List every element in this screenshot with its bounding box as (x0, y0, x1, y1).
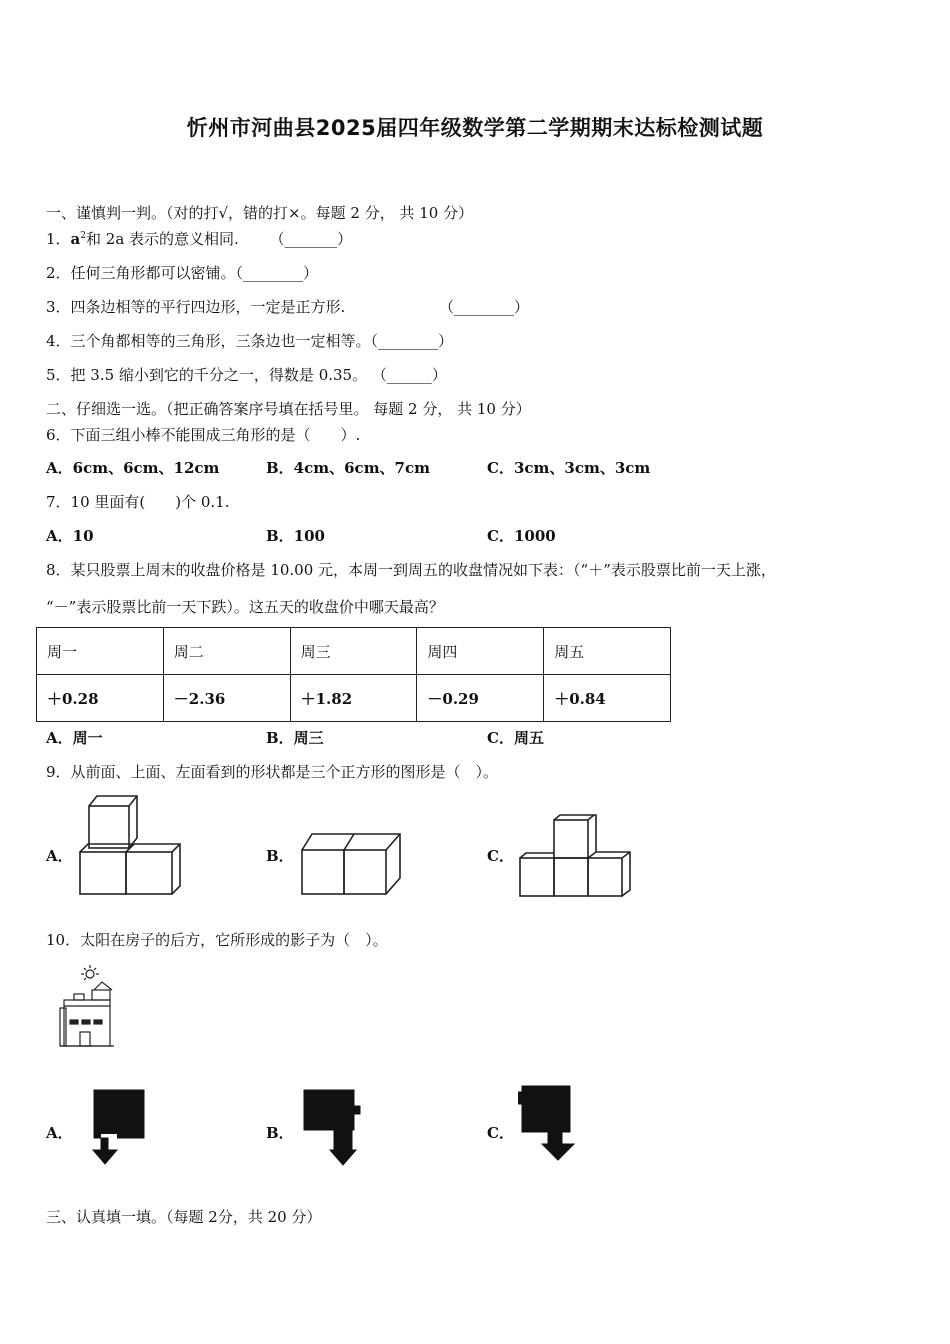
table-header-row (37, 628, 671, 675)
q8-option-c[interactable]: C．周五 (487, 729, 544, 747)
q6-option-b[interactable]: B．4cm、6cm、7cm (266, 459, 431, 477)
q1-prefix: 1． (46, 230, 71, 248)
q7-option-a[interactable]: A．10 (46, 527, 94, 545)
question-8-line-1: 8．某只股票上周末的收盘价格是 10.00 元，本周一到周五的收盘情况如下表：（“＋”表示股票比前一天上涨， (46, 561, 776, 579)
table-cell: ＋0.28 (37, 675, 164, 722)
q6-option-c[interactable]: C．3cm、3cm、3cm (487, 459, 651, 477)
table-header-cell: 周五 (544, 628, 671, 675)
q10-option-b[interactable]: B． (266, 1124, 294, 1142)
question-4: 4．三个角都相等的三角形，三条边也一定相等。（________） (46, 332, 454, 350)
q10-option-c[interactable]: C． (487, 1124, 514, 1142)
q1-text: 和 2a 表示的意义相同. (86, 230, 239, 248)
q1-var: a (70, 230, 81, 248)
table-cell: －2.36 (163, 675, 290, 722)
shadow-figure-c (518, 1084, 582, 1164)
table-cell: ＋0.84 (544, 675, 671, 722)
house-with-sun-figure (56, 964, 118, 1050)
table-header-cell: 周四 (417, 628, 544, 675)
q3-text: 3．四条边相等的平行四边形，一定是正方形. (46, 298, 346, 316)
question-9: 9．从前面、上面、左面看到的形状都是三个正方形的图形是（ ）。 (46, 763, 499, 781)
q7-option-b[interactable]: B．100 (266, 527, 325, 545)
question-7: 7．10 里面有( )个 0.1. (46, 493, 230, 511)
table-cell: －0.29 (417, 675, 544, 722)
q9-option-c[interactable]: C． (487, 847, 514, 865)
q1-exponent: 2 (80, 231, 87, 241)
table-header-cell: 周二 (163, 628, 290, 675)
cube-figure-c (516, 812, 636, 900)
q8-option-a[interactable]: A．周一 (46, 729, 103, 747)
question-1 (46, 228, 352, 249)
section-3-heading: 三、认真填一填。（每题 2分，共 20 分） (46, 1208, 322, 1226)
q10-option-a[interactable]: A． (46, 1124, 73, 1142)
sun-icon (81, 965, 99, 980)
shadow-figure-a (90, 1088, 150, 1168)
question-8-line-2: “－”表示股票比前一天下跌）。这五天的收盘价中哪天最高？ (46, 598, 444, 616)
section-2-heading: 二、仔细选一选。（把正确答案序号填在括号里。 每题 2 分， 共 10 分） (46, 400, 531, 418)
q6-option-a[interactable]: A．6cm、6cm、12cm (46, 459, 220, 477)
question-2: 2．任何三角形都可以密铺。（________） (46, 264, 319, 282)
cube-figure-b (298, 830, 404, 898)
question-5: 5．把 3.5 缩小到它的千分之一，得数是 0.35。 （______） (46, 366, 447, 384)
q7-option-c[interactable]: C．1000 (487, 527, 556, 545)
stock-table (36, 627, 671, 722)
table-row (37, 675, 671, 722)
table-header-cell: 周一 (37, 628, 164, 675)
table-cell: ＋1.82 (290, 675, 417, 722)
page-title: 忻州市河曲县2025届四年级数学第二学期期末达标检测试题 (186, 116, 764, 140)
q9-option-a[interactable]: A． (46, 847, 73, 865)
q9-option-b[interactable]: B． (266, 847, 294, 865)
cube-figure-a (76, 792, 186, 898)
table-header-cell: 周三 (290, 628, 417, 675)
section-1-heading: 一、谨慎判一判。（对的打√，错的打×。每题 2 分， 共 10 分） (46, 204, 474, 222)
q8-option-b[interactable]: B．周三 (266, 729, 324, 747)
q3-answer-blank[interactable]: （________） (439, 298, 530, 316)
q1-answer-blank[interactable]: （_______） (269, 230, 353, 248)
shadow-figure-b (302, 1088, 362, 1168)
question-6: 6．下面三组小棒不能围成三角形的是（ ）. (46, 426, 361, 444)
question-3 (46, 296, 345, 317)
question-10: 10．太阳在房子的后方，它所形成的影子为（ ）。 (46, 931, 388, 949)
